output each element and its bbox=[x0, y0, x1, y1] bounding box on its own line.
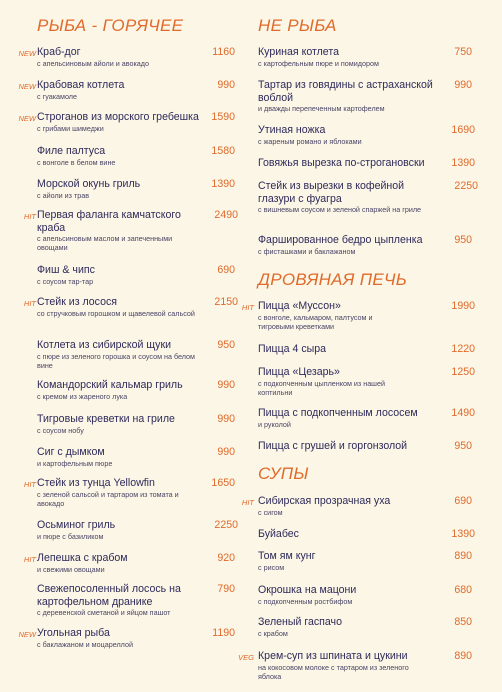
item-price: 2150 bbox=[214, 296, 238, 308]
item-desc: с вонголе в белом вине bbox=[37, 158, 116, 167]
item-name: Том ям кунг bbox=[258, 550, 316, 562]
item-name: Утиная ножка bbox=[258, 124, 326, 136]
item-name: Зеленый гаспачо bbox=[258, 616, 342, 628]
item-name: Тартар из говядины с астраханской воблой bbox=[258, 79, 433, 104]
item-price: 680 bbox=[454, 584, 472, 596]
item-name: Крабовая котлета bbox=[37, 79, 125, 91]
item-price: 920 bbox=[217, 552, 235, 564]
item-price: 890 bbox=[454, 650, 472, 662]
hit-badge: HIT bbox=[23, 480, 36, 489]
item-name: Первая фаланга камчатского краба bbox=[37, 209, 181, 234]
item-name: Краб-дог bbox=[37, 46, 81, 58]
item-price: 1590 bbox=[211, 111, 235, 123]
item-desc: и пюре с базиликом bbox=[37, 532, 104, 541]
item-name: Котлета из сибирской щуки bbox=[37, 339, 172, 351]
item-name: Стейк из лосося bbox=[37, 296, 118, 308]
hit-badge: HIT bbox=[23, 299, 36, 308]
new-badge: NEW bbox=[18, 114, 36, 123]
item-price: 750 bbox=[454, 46, 472, 58]
item-desc: с соусом нобу bbox=[37, 426, 84, 435]
item-desc: с крабом bbox=[258, 629, 288, 638]
item-price: 1220 bbox=[451, 343, 475, 355]
item-name: Филе палтуса bbox=[37, 145, 106, 157]
item-name: Фиш & чипс bbox=[37, 264, 95, 276]
item-price: 1490 bbox=[451, 407, 475, 419]
hit-badge: HIT bbox=[23, 212, 36, 221]
item-price: 850 bbox=[454, 616, 472, 628]
item-desc: с соусом тар-тар bbox=[37, 277, 94, 286]
section-title-soups: СУПЫ bbox=[258, 464, 309, 483]
item-name: Командорский кальмар гриль bbox=[37, 379, 183, 391]
item-desc: и руколой bbox=[258, 420, 291, 429]
item-name: Свежепосоленный лосось на картофельном дранике bbox=[37, 583, 181, 608]
item-desc: с сигом bbox=[258, 508, 283, 517]
item-desc: с кремом из жареного лука bbox=[37, 392, 128, 401]
item-desc: с картофельным пюре и помидором bbox=[258, 59, 379, 68]
hit-badge: HIT bbox=[241, 303, 254, 312]
item-price: 1990 bbox=[451, 300, 475, 312]
item-name: Фаршированное бедро цыпленка bbox=[258, 234, 423, 246]
item-name: Крем-суп из шпината и цукини bbox=[258, 650, 408, 662]
item-name: Буйабес bbox=[258, 528, 299, 540]
item-name: Тигровые креветки на гриле bbox=[37, 413, 175, 425]
item-desc: с фисташками и баклажаном bbox=[258, 247, 356, 256]
item-price: 990 bbox=[454, 79, 472, 91]
item-name: Пицца 4 сыра bbox=[258, 343, 327, 355]
item-name: Лепешка с крабом bbox=[37, 552, 128, 564]
item-price: 2250 bbox=[454, 180, 478, 192]
item-desc: и картофельным пюре bbox=[37, 459, 113, 468]
item-desc: с рисом bbox=[258, 563, 285, 572]
item-price: 990 bbox=[217, 413, 235, 425]
item-desc: с деревенской сметаной и яйцом пашот bbox=[37, 608, 171, 617]
item-name: Пицца с подкопченным лососем bbox=[258, 407, 418, 419]
item-price: 990 bbox=[217, 79, 235, 91]
item-price: 1190 bbox=[212, 627, 235, 639]
item-name: Угольная рыба bbox=[37, 627, 110, 639]
item-price: 690 bbox=[217, 264, 235, 276]
item-price: 1390 bbox=[451, 157, 475, 169]
item-name: Пицца с грушей и горгонзолой bbox=[258, 440, 408, 452]
item-desc: с вонголе, кальмаром, палтусом и тигровыми креветками bbox=[258, 313, 373, 331]
item-price: 1650 bbox=[211, 477, 235, 489]
item-name: Сиг с дымком bbox=[37, 446, 105, 458]
item-name: Осьминог гриль bbox=[37, 519, 116, 531]
item-desc: и свежими овощами bbox=[37, 565, 105, 574]
item-desc: с апельсиновым айоли и авокадо bbox=[37, 59, 149, 68]
item-desc: с апельсиновым маслом и запеченными овощами bbox=[37, 234, 173, 252]
item-price: 1390 bbox=[451, 528, 475, 540]
item-desc: с пюре из зеленого горошка и соусом на белом вине bbox=[37, 352, 195, 370]
item-price: 1250 bbox=[451, 366, 475, 378]
item-name: Стейк из тунца Yellowfin bbox=[37, 477, 155, 489]
item-desc: со стручковым горошком и щавелевой сальсой bbox=[37, 309, 195, 318]
item-price: 890 bbox=[454, 550, 472, 562]
item-name: Пицца «Муссон» bbox=[258, 300, 341, 312]
item-price: 950 bbox=[217, 339, 235, 351]
item-name: Окрошка на мацони bbox=[258, 584, 357, 596]
item-desc: с айоли из трав bbox=[37, 191, 90, 200]
hit-badge: HIT bbox=[241, 498, 254, 507]
item-desc: с гуакамоле bbox=[37, 92, 77, 101]
item-desc: с жареным романо и яблоками bbox=[258, 137, 362, 146]
new-badge: NEW bbox=[18, 82, 36, 91]
item-name: Пицца «Цезарь» bbox=[258, 366, 340, 378]
item-price: 2490 bbox=[214, 209, 238, 221]
item-price: 950 bbox=[454, 440, 472, 452]
item-desc: с подкопченным цыпленком из нашей коптильни bbox=[258, 379, 385, 397]
section-title-fish-hot: РЫБА - ГОРЯЧЕЕ bbox=[37, 16, 184, 35]
section-title-wood-oven: ДРОВЯНАЯ ПЕЧЬ bbox=[258, 270, 408, 289]
hit-badge: HIT bbox=[23, 555, 36, 564]
item-price: 990 bbox=[217, 379, 235, 391]
item-name: Морской окунь гриль bbox=[37, 178, 141, 190]
item-desc: с грибами шимеджи bbox=[37, 124, 104, 133]
item-price: 1690 bbox=[451, 124, 475, 136]
item-price: 1580 bbox=[211, 145, 235, 157]
item-desc: с баклажаном и моцареллой bbox=[37, 640, 133, 649]
section-title-not-fish: НЕ РЫБА bbox=[258, 16, 337, 35]
item-price: 690 bbox=[454, 495, 472, 507]
new-badge: NEW bbox=[18, 49, 36, 58]
item-price: 790 bbox=[217, 583, 235, 595]
item-name: Говяжья вырезка по-строгановски bbox=[258, 157, 425, 169]
item-desc: и дважды перепеченным картофелем bbox=[258, 104, 385, 113]
item-desc: с зеленой сальсой и тартаром из томата и авокадо bbox=[37, 490, 179, 508]
menu-item bbox=[0, 46, 240, 66]
item-name: Сибирская прозрачная уха bbox=[258, 495, 391, 507]
new-badge: NEW bbox=[18, 630, 36, 639]
item-desc: с подкопченным ростбифом bbox=[258, 597, 353, 606]
item-desc: с вишневым соусом и зеленой спаржей на гриле bbox=[258, 205, 422, 214]
item-price: 2250 bbox=[214, 519, 238, 531]
item-name: Стейк из вырезки в кофейной глазури с фуагра bbox=[258, 180, 405, 205]
item-desc: на кокосовом молоке с тартаром из зеленого яблока bbox=[258, 663, 409, 681]
item-price: 950 bbox=[454, 234, 472, 246]
item-price: 1390 bbox=[211, 178, 235, 190]
item-name: Строганов из морского гребешка bbox=[37, 111, 199, 123]
item-price: 1160 bbox=[212, 46, 235, 58]
item-price: 990 bbox=[217, 446, 235, 458]
item-name: Куриная котлета bbox=[258, 46, 339, 58]
veg-badge: VEG bbox=[238, 653, 254, 662]
